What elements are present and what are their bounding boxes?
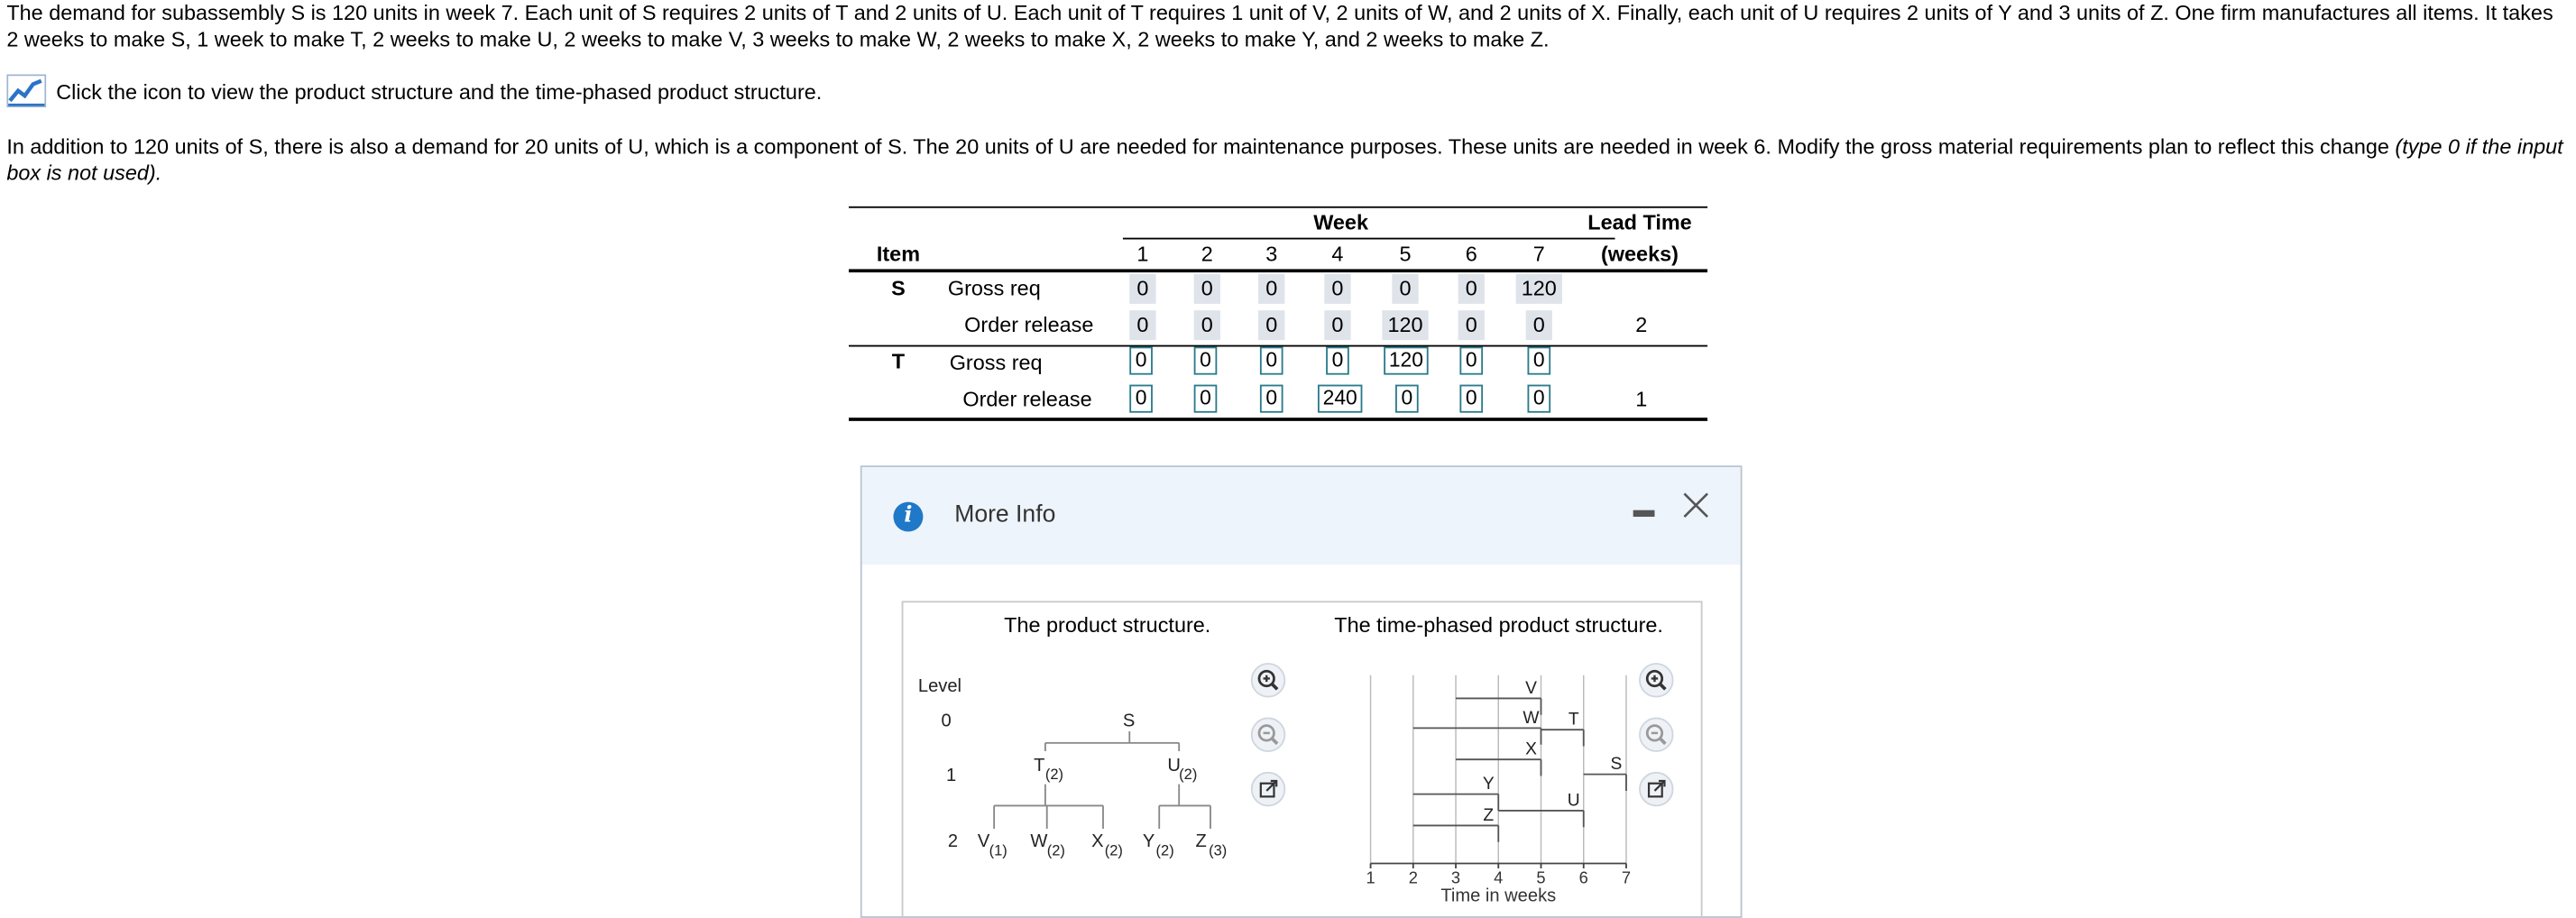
week-4: 4 [1331,241,1344,266]
node-t: T [1034,755,1045,776]
t-gross-req-label: Gross req [949,350,1043,375]
bar-label-t: T [1568,710,1579,730]
zoom-in-icon[interactable] [1250,662,1286,698]
s-gross-w6: 0 [1458,274,1485,304]
bar-label-w: W [1523,708,1540,728]
level-1: 1 [946,765,957,785]
node-u: U [1167,755,1181,776]
node-y-qty: (2) [1155,842,1174,859]
t-gross-w6-input[interactable]: 0 [1459,346,1483,374]
week-2: 2 [1201,241,1213,266]
s-gross-w5: 0 [1392,274,1418,304]
dialog-title: More Info [954,501,1056,528]
s-gross-req-label: Gross req [947,275,1041,301]
t-gross-w3-input[interactable]: 0 [1260,346,1283,374]
header-week: Week [1313,209,1368,234]
node-s: S [1122,711,1136,731]
node-w: W [1030,831,1048,852]
s-release-w2: 0 [1194,310,1220,340]
minimize-button[interactable] [1633,510,1655,517]
mrp-table [849,205,1707,419]
bar-label-z: Z [1483,805,1495,825]
zoom-out-icon-right[interactable] [1638,717,1674,753]
zoom-in-icon-right[interactable] [1638,662,1674,698]
s-release-w3: 0 [1258,310,1284,340]
bar-label-x: X [1525,739,1537,759]
tick-label-1: 1 [1366,868,1375,887]
t-gross-w7-input[interactable]: 0 [1527,346,1550,374]
dialog-header [862,467,1741,565]
week-1: 1 [1136,241,1149,266]
node-x: X [1091,831,1104,852]
problem-paragraph-2 [6,133,2566,185]
t-release-w4-input[interactable]: 240 [1318,385,1362,413]
node-z: Z [1195,831,1207,852]
header-item: Item [876,241,921,266]
info-icon: i [893,502,923,532]
paragraph-2-note: (type 0 if the input box is not used). [6,133,2563,185]
node-v-qty: (1) [989,842,1007,859]
s-release-w6: 0 [1458,310,1485,340]
product-structure-caption: The product structure. [1004,612,1211,638]
t-release-w3-input[interactable]: 0 [1260,385,1283,413]
product-structure-tree [903,652,1299,916]
t-gross-w2-input[interactable]: 0 [1194,346,1218,374]
more-info-dialog [860,465,1743,918]
week-7: 7 [1532,241,1545,266]
tick-label-4: 4 [1494,868,1504,887]
week-5: 5 [1399,241,1412,266]
node-t-qty: (2) [1044,767,1064,784]
node-z-qty: (3) [1209,842,1228,859]
node-x-qty: (2) [1104,842,1123,859]
tick-label-2: 2 [1408,868,1418,887]
item-s: S [891,275,906,301]
node-y: Y [1142,831,1155,852]
open-new-window-icon-right[interactable] [1638,771,1674,807]
problem-paragraph-1: The demand for subassembly S is 120 units in week 7. Each unit of S requires 2 units of T and 2 units of U. Each unit of T requires 1 unit of V, 2 units of W, and 2 units of X. Finally, each unit of U requires 2 units of Y and 3 units of Z. One firm manufactures all items. It takes 2 weeks to make S, 1 week to make T, 2 weeks to make U, 2 weeks to make V, 3 weeks to make W, 2 weeks to make X, 2 weeks to make Y, and 2 weeks to make Z. [6,0,2553,50]
tick-label-7: 7 [1621,868,1632,887]
t-lead-time: 1 [1635,386,1648,411]
figure-panel [902,601,1703,918]
time-phased-caption: The time-phased product structure. [1334,612,1663,638]
s-gross-w7: 120 [1516,274,1562,304]
open-new-window-icon[interactable] [1250,771,1286,807]
node-w-qty: (2) [1046,842,1065,859]
t-gross-w1-input[interactable]: 0 [1129,346,1153,374]
t-gross-w4-input[interactable]: 0 [1326,346,1349,374]
time-phased-chart [1357,668,1646,903]
t-release-w6-input[interactable]: 0 [1459,385,1483,413]
level-2: 2 [947,831,959,852]
item-t: T [891,348,906,373]
t-release-w2-input[interactable]: 0 [1194,385,1218,413]
s-gross-w3: 0 [1258,274,1284,304]
level-0: 0 [941,711,952,731]
s-gross-w1: 0 [1129,274,1155,304]
bar-label-v: V [1525,678,1537,698]
view-structure-link[interactable] [6,71,822,111]
tick-label-6: 6 [1578,868,1588,887]
s-release-w1: 0 [1129,310,1155,340]
s-release-w7: 0 [1526,310,1552,340]
t-order-release-label: Order release [962,386,1092,411]
bar-label-s: S [1610,755,1623,775]
week-6: 6 [1465,241,1477,266]
t-gross-w5-input[interactable]: 120 [1384,346,1428,374]
s-release-w4: 0 [1324,310,1350,340]
week-3: 3 [1265,241,1278,266]
level-label: Level [917,676,962,697]
t-release-w7-input[interactable]: 0 [1527,385,1550,413]
zoom-out-icon[interactable] [1250,717,1286,753]
header-lead-time: Lead Time [1587,209,1692,234]
s-gross-w4: 0 [1324,274,1350,304]
t-release-w1-input[interactable]: 0 [1129,385,1153,413]
header-weeks-unit: (weeks) [1600,241,1679,266]
bar-label-y: Y [1482,775,1495,794]
link-text[interactable]: Click the icon to view the product structure and the time-phased product structure. [56,78,823,104]
node-v: V [977,831,990,852]
tick-label-3: 3 [1450,868,1461,887]
s-release-w5: 120 [1382,310,1428,340]
s-order-release-label: Order release [964,312,1094,337]
bar-label-u: U [1567,791,1580,811]
x-axis-label: Time in weeks [1440,886,1557,904]
close-icon[interactable] [1679,489,1713,522]
chart-icon[interactable] [6,74,46,107]
paragraph-2-text: In addition to 120 units of S, there is also a demand for 20 units of U, which is a component of S. The 20 units of U are needed for maintenance purposes. These units are needed in week 6. Modify the gross material requirements plan to reflect this change [6,133,2389,159]
node-u-qty: (2) [1179,767,1198,784]
s-gross-w2: 0 [1194,274,1220,304]
s-lead-time: 2 [1635,312,1648,337]
tick-label-5: 5 [1536,868,1546,887]
t-release-w5-input[interactable]: 0 [1395,385,1419,413]
